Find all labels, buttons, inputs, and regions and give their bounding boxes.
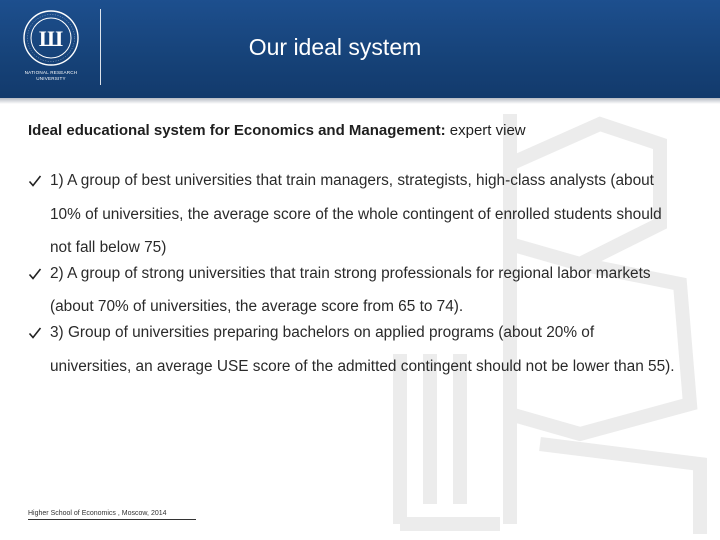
subtitle-normal: expert view bbox=[445, 122, 526, 139]
footer-text: Higher School of Economics , Moscow, 2014 bbox=[28, 510, 167, 517]
bullet-text: 3) Group of universities preparing bachelors on applied programs (about 20% of universities, an average USE score of the admitted contingent should not be lower than 55). bbox=[50, 323, 675, 375]
slide-subtitle bbox=[28, 121, 698, 141]
list-item bbox=[28, 325, 678, 392]
checkmark-icon bbox=[28, 267, 42, 281]
slide-title: Our ideal system bbox=[248, 34, 422, 60]
slide-header bbox=[0, 0, 720, 98]
footer-underline bbox=[28, 519, 196, 520]
subtitle-bold: Ideal educational system for Economics and Management: bbox=[28, 122, 446, 139]
bullet-text: 2) A group of strong universities that train strong professionals for regional labor markets (about 70% of universities, the average score from 65 to 74). bbox=[50, 264, 651, 316]
checkmark-icon bbox=[28, 174, 42, 188]
logo-caption bbox=[14, 70, 88, 82]
university-logo-icon bbox=[22, 9, 80, 67]
bullet-text: 1) A group of best universities that train managers, strategists, high-class analysts (about 10% of universities, the average score of the whole contingent of enrolled students should not fall below 75) bbox=[50, 172, 662, 257]
logo-caption-line: UNIVERSITY bbox=[36, 76, 66, 81]
bullet-list bbox=[28, 173, 678, 392]
logo-caption-line: NATIONAL RESEARCH bbox=[24, 70, 78, 75]
checkmark-icon bbox=[28, 326, 42, 340]
svg-text:Ш: Ш bbox=[38, 26, 64, 51]
